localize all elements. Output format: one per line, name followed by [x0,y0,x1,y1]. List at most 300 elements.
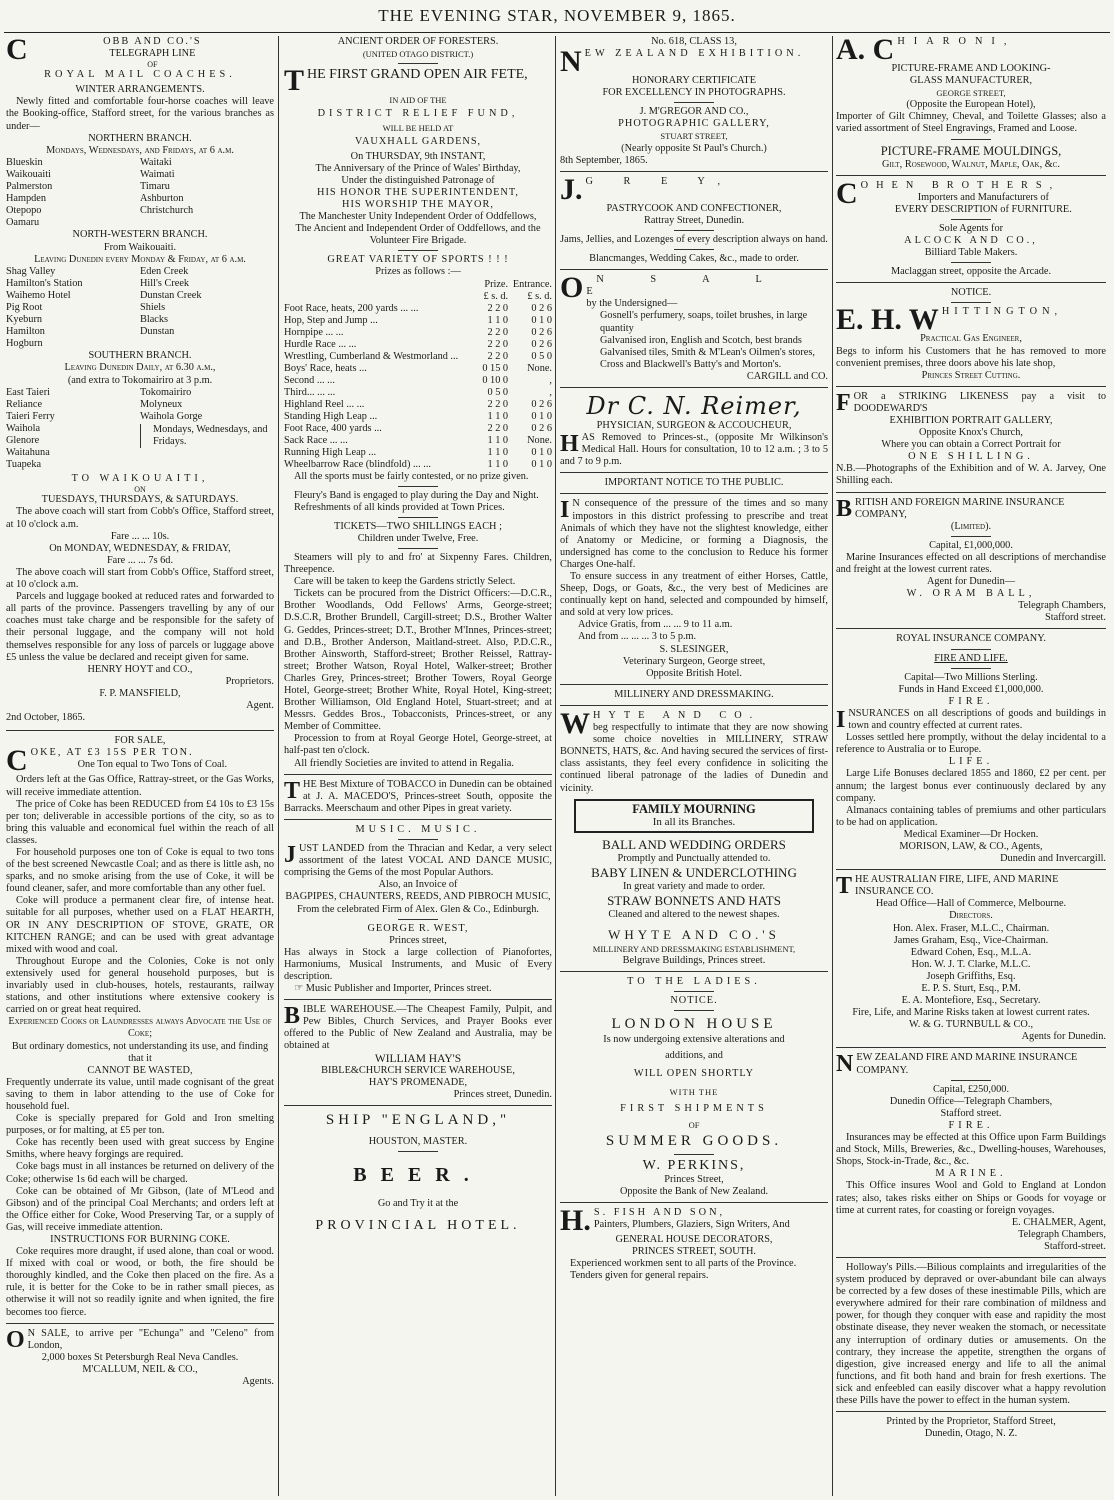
ad-text: Experienced workmen sent to all parts of the Province. [570,1258,797,1270]
ad-text: Care will be taken to keep the Gardens strictly Select. [294,576,516,588]
table-cell: 1 1 0 [487,434,509,446]
ad-text: But ordinary domestics, not understanding its use, and finding that it [11,1040,269,1064]
ad-text: Leaving Dunedin Daily, at 6.30 a.m., [64,362,216,374]
table-row [284,327,552,339]
director-name: Hon. Alex. Fraser, M.L.C., Chairman. [892,922,1050,934]
drop-cap: T [836,873,853,900]
ad-text: by the Undersigned— [586,298,678,310]
ad-heading: WHYTE AND CO.'S [608,926,780,942]
stop-name: Pig Root [6,301,43,313]
drop-cap: H. [560,1204,591,1237]
divider [836,869,1106,870]
table-row [284,399,552,411]
ad-heading: VAUXHALL GARDENS, [354,136,482,148]
ad-heading: LONDON HOUSE [611,1016,777,1033]
ad-text: Practical Gas Engineer, [920,333,1022,345]
table-row [284,459,552,471]
divider [951,302,991,303]
ad-text: All the sports must be fairly contested, or no prize given. [294,470,529,482]
ad-signature: CARGILL and CO. [746,370,828,382]
column-header: £ s. d. [483,290,509,302]
ad-signature: Agents for Dunedin. [1021,1031,1106,1043]
table-cell: Boys' Race, heats ... [284,362,367,374]
table-cell: , [549,386,552,398]
divider [560,269,828,270]
column-header: Prize. [484,278,509,290]
ad-text: This Office insures Wool and Gold to England at London rates; also, takes risks either on Ships or Goods for voyage or time at current rates, for coasting or foreign voyages. [836,1180,1106,1216]
ad-text: STUART STREET, [660,131,728,142]
table-cell: 1 1 0 [487,446,509,458]
ad-text: GEORGE STREET, [936,88,1006,99]
ad-heading: G R E Y, [585,175,735,187]
stop-name: Molyneux [140,398,183,410]
table-cell: None. [527,362,552,374]
ad-text: Fire, Life, and Marine Risks taken at lowest current rates. [852,1007,1090,1019]
divider [398,63,438,64]
stop-name: Shag Valley [6,265,56,277]
ad-text: No. 618, CLASS 13, [651,36,737,47]
divider [836,386,1106,387]
table-cell: Third... ... ... [284,386,336,398]
ad-signature: W. & G. TURNBULL & CO., [908,1019,1034,1031]
divider [398,250,438,251]
ad-text: The above coach will start from Cobb's Office, Stafford street, at 10 o'clock a.m. [6,566,274,591]
ad-text: Capital—Two Millions Sterling. [904,671,1038,683]
column-header: £ s. d. [527,290,552,302]
ad-text: Agent for Dunedin— [926,576,1016,588]
column-1 [6,36,274,1496]
table-cell: None. [527,434,552,446]
director-name: Hon. W. J. T. Clarke, M.L.C. [911,958,1031,970]
divider [674,1154,714,1155]
divider [398,839,438,840]
ad-heading: ANCIENT ORDER OF FORESTERS. [337,36,499,47]
stop-name: Tuapeka [6,459,42,471]
ad-heading: MUSIC. MUSIC. [355,823,481,835]
ad-text: From the celebrated Firm of Alex. Glen & Co., Edinburgh. [296,903,540,915]
table-cell: 1 1 0 [487,410,509,422]
ad-whittington [836,287,1106,381]
drop-cap: B [836,495,853,522]
ad-text: Advice Gratis, from ... ... 9 to 11 a.m. [578,619,733,631]
drop-cap: C [836,176,858,210]
ad-subheading: PICTURE-FRAME AND LOOKING- [891,63,1051,74]
stop-name: Blueskin [6,156,43,168]
ad-signature: E. CHALMER, Agent, [1011,1216,1106,1228]
ad-text: And from ... ... ... 3 to 5 p.m. [578,631,697,643]
ad-signature: Proprietors. [225,675,274,687]
ad-text: In great variety and made to order. [622,880,766,892]
drop-cap: N [836,1051,854,1078]
table-row [284,411,552,423]
ad-text: Tickets can be procured from the District Officers:—D.C.R., Brother Woodlands, Odd Fellows' Arms, George-street; D.S.C.R, Brother Brundell, Cargill-street; D.S., Brother Walter G. Geddes, Princes-street; D.T., Brother M'Innes, Princes-street; and D.B., Brother Anderson, Maitland-street. Also, P.D.C.R., Brother Ainsworth, Stafford-street; Brother Reissel, Rattray-street; Brother Watson, Royal Hotel, Walker-street; Brother Charles Grey, Princes-street; Brother Towers, Royal George Hotel, George-street; Brother White, Royal Hotel, King-street; Brother Williamson, Old England Hotel, Stuart-street; and at Messrs. Geddes Bros., Tobacconists, Princes-street, or any Member of Committee. [284,588,552,733]
stop-list [6,266,274,351]
ad-heading: EW ZEALAND FIRE AND MARINE INSURANCE COMPANY. [856,1052,1078,1076]
ad-heading: EW ZEALAND EXHIBITION. [584,48,805,60]
ad-doodeward [836,391,1106,488]
ad-text: Procession to from at Royal George Hotel, George-street, at half-past ten o'clock. [284,733,552,757]
table-cell: Standing High Leap ... [284,410,378,422]
stop-name: Dunstan Creek [140,289,202,301]
ad-text: Coke bags must in all instances be returned on delivery of the Coke; otherwise 1s 6d each will be charged. [6,1161,274,1185]
ad-signature: HENRY HOYT and CO., [87,663,193,675]
ad-heading: RITISH AND FOREIGN MARINE INSURANCE COMPANY, [855,496,1065,520]
table-cell: Foot Race, 400 yards ... [284,422,382,434]
stop-name: Waihola Gorge [140,410,203,422]
ad-subheading: GLASS MANUFACTURER, [909,75,1033,87]
table-cell: 0 2 6 [531,422,552,434]
drop-cap: W [560,706,590,740]
table-cell: 2 2 0 [487,398,509,410]
table-cell: 2 2 0 [487,338,509,350]
ad-music [284,824,552,995]
ad-text: Almanacs containing tables of premiums and other particulars to be had on application. [836,804,1106,828]
ad-heading: OHEN BROTHERS, [860,179,1061,191]
prize-table [284,279,552,471]
table-cell: 0 2 6 [531,338,552,350]
table-cell: 0 10 0 [482,374,509,386]
ad-text: Refreshments of all kinds provided at Town Prices. [294,501,505,513]
divider [836,628,1106,629]
ad-text: Cleaned and altered to the newest shapes. [608,908,780,920]
drop-cap: H [560,431,579,458]
ad-text: Opposite Knox's Church, [919,427,1023,439]
ad-date: 2nd October, 1865. [6,712,86,724]
divider [836,282,1106,283]
director-name: Joseph Griffiths, Esq. [926,970,1016,982]
ad-fish-decorators [560,1204,828,1282]
ad-australian-insurance [836,874,1106,1043]
ad-text: OF [688,1119,700,1130]
ad-heading: ROYAL INSURANCE COMPANY. [896,633,1046,645]
ad-text: All friendly Societies are invited to attend in Regalia. [294,757,514,769]
drop-cap: J. [560,172,583,206]
ad-heading: MILLINERY AND DRESSMAKING. [614,688,774,700]
ad-subheading: TICKETS—TWO SHILLINGS EACH ; [334,520,502,532]
ad-text: For household purposes one ton of Coke is equal to two tons of the best screened Newcastle Coal; and as there is little ash, no sparks, and no smoke arising from the use of Coke, it will be found cleaner, safer, and more comfortable than any other fuel. [6,847,274,895]
divider [284,999,552,1000]
ad-text: Princes Street Cutting. [921,369,1021,381]
ad-text: Large Life Bonuses declared 1855 and 1860, £2 per cent. per annum; the largest bonus ever continuously declared by any company. [836,768,1106,804]
divider [398,486,438,487]
ad-text: Rattray Street, Dunedin. [643,214,745,226]
ad-cargill-onsale [560,271,828,383]
ad-heading: HITTINGTON, [941,306,1063,318]
ad-coke [6,735,274,1319]
ad-subheading: EVERY DESCRIPTION of FURNITURE. [894,203,1072,215]
ad-tobacco [284,779,552,815]
ad-heading: FOR SALE, [114,735,166,747]
table-cell: 2 2 0 [487,326,509,338]
ad-text: Importers and Manufacturers of [917,191,1049,203]
ad-subheading: WILL OPEN SHORTLY [633,1068,755,1080]
divider [560,684,828,685]
ad-signature: Agent. [246,699,274,711]
divider [398,517,438,518]
ad-signature: Veterinary Surgeon, George street, [622,655,766,667]
drop-cap: O [6,1326,25,1353]
column-header: Entrance. [512,278,552,290]
stop-name: Blacks [140,314,169,326]
table-cell: Hornpipe ... ... [284,326,344,338]
table-cell: , [549,374,552,386]
table-row [284,435,552,447]
table-cell: Wrestling, Cumberland & Westmorland ... [284,350,459,362]
ad-heading: IMPORTANT NOTICE TO THE PUBLIC. [604,477,784,489]
ad-text: On THURSDAY, 9th INSTANT, [350,150,486,162]
divider [951,649,991,650]
ad-subheading: INSTRUCTIONS FOR BURNING COKE. [50,1234,230,1245]
stop-name: Dunstan [140,326,175,338]
divider [674,230,714,231]
ad-text: The Ancient and Independent Order of Oddfellows, and the Volunteer Fire Brigade. [295,223,541,247]
ad-text: MILLINERY AND DRESSMAKING ESTABLISHMENT, [592,943,796,954]
ad-text: IBLE WAREHOUSE.—The Cheapest Family, Pulpit, and Pew Bibles, Church Services, and Prayer Books ever offered to the Public of New Zealand and Australia, may be obtained at [284,1004,552,1052]
ad-heading: HIS HONOR THE SUPERINTENDENT, [317,186,519,198]
ad-heading: STRAW BONNETS AND HATS [607,892,781,908]
ad-text: Promptly and Punctually attended to. [617,852,771,864]
ad-text: Mondays, Wednesdays, and Fridays. [140,424,274,448]
ad-candles [6,1328,274,1388]
ad-heading: W. PERKINS, [642,1157,746,1173]
ad-subheading: NORTHERN BRANCH. [88,132,192,144]
stop-name: Glenore [6,435,40,446]
ad-heading: GEORGE R. WEST, [367,922,469,934]
stop-name: Otepopo [6,205,42,217]
ad-subheading: WINTER ARRANGEMENTS. [75,84,205,96]
divider [951,1080,991,1081]
table-cell: Wheelbarrow Race (blindfold) ... ... [284,458,431,470]
ad-grey-pastrycook [560,172,828,265]
ad-text: 2,000 boxes St Petersburgh Real Neva Candles. [41,1351,239,1363]
ad-text: The Anniversary of the Prince of Wales' Birthday, [315,162,521,174]
ad-subheading: LIFE. [948,756,994,768]
column-2 [284,36,552,1496]
ad-heading: N S A L E [586,274,784,298]
ad-text: Coke will produce a permanent clear fire, of intense heat. suitable for all purposes, whether used on a FLAT HEARTH, OR IN ANY DESCRIPTION OF STOVE, GRATE, OR KITCHEN RANGE; and can be used with great advantage mixed with wood and coal. [6,895,274,955]
table-row [284,375,552,387]
table-cell: 2 2 0 [487,302,509,314]
ad-reimer [560,392,828,468]
table-cell: 0 15 0 [482,362,509,374]
ad-text: Go and Try it at the [377,1198,459,1209]
ad-heading: HYTE AND CO. [593,709,761,721]
stop-name: Hamilton's Station [6,277,83,289]
ad-subheading: On MONDAY, WEDNESDAY, & FRIDAY, [49,542,231,554]
ad-text: Newly fitted and comfortable four-horse coaches will leave the Booking-office, Stafford street, for the various branches as under— [6,96,274,132]
ad-cohen-brothers [836,176,1106,279]
ad-heading: PHOTOGRAPHIC GALLERY, [618,118,770,130]
stop-name: East Taieri [6,386,50,398]
list-item: Galvanised tiles, Smith & M'Lean's Oilmen's stores, Cross and Blackwell's Batty's and Morton's. [600,346,815,370]
printer-imprint: Printed by the Proprietor, Stafford Street, [886,1416,1056,1428]
divider [284,819,552,820]
stop-name: Reliance [6,398,43,410]
stop-name: Kyeburn [6,314,43,326]
ad-subheading: NOTICE. [670,995,718,1007]
table-row [284,363,552,375]
ad-heading: J. M'GREGOR AND CO., [639,106,749,118]
ad-text: Coke has recently been used with great success by Engine Smiths, where heavy forgings are required. [6,1137,274,1161]
ad-text: (and extra to Tokomairiro at 3 p.m. [67,374,213,386]
ad-text: Gilt, Rosewood, Walnut, Maple, Oak, &c. [882,158,1060,170]
table-cell: 0 1 0 [531,446,552,458]
ad-heading: HE FIRST GRAND OPEN AIR FETE, [307,67,528,83]
stop-name: Waimati [140,168,175,180]
ad-text: Fare ... ... 7s 6d. [106,554,174,566]
ad-text: The Manchester Unity Independent Order of Oddfellows, [299,211,537,223]
table-cell: Second ... ... [284,374,335,386]
stop-name: Waihola [6,422,41,434]
ad-subheading: BAGPIPES, CHAUNTERS, REEDS, AND PIBROCH MUSIC, [285,891,551,903]
ad-text: N consequence of the pressure of the times and so many impostors in this district professing to prescribe and treat Animals of which they have not the slightest knowledge, either of Anatomy or Medicine, or forming a Diagnosis, the undersigned has come to the conclusion to Reduce his former Charges One-half. [560,498,828,570]
ad-text: Fleury's Band is engaged to play during the Day and Night. [294,489,539,501]
ad-text: Children under Twelve, Free. [357,532,479,544]
ad-heading: OBB AND CO.'S [103,36,202,47]
divider [398,919,438,920]
divider [836,1411,1106,1412]
ad-heading: BEER. [353,1164,483,1186]
drop-cap: C [6,36,28,66]
ad-text: Coke requires more draught, if used alone, than coal or wood. If mixed with coal or wood, or both, the fire should be thoroughly kindled, and the Coke then placed on the fire. As a rule, it is better for the Coke to be in rather small pieces, as otherwise it will not so readily ignite and when ignited, the fire becomes too fierce. [6,1246,274,1318]
stop-name: Ashburton [140,193,184,205]
table-cell: 0 2 6 [531,302,552,314]
table-row [284,447,552,459]
stop-name: Timaru [140,181,170,193]
ad-subheading: GREAT VARIETY OF SPORTS ! ! ! [327,254,509,266]
ad-text: Jams, Jellies, and Lozenges of every description always on hand. [560,233,828,245]
ad-subheading: NORTH-WESTERN BRANCH. [72,229,208,241]
ad-script-heading: Dr C. N. Reimer, [586,391,802,420]
ad-text: NSURANCES on all descriptions of goods and buildings in town and country effected at current rates. [848,707,1106,732]
divider [951,668,991,669]
table-row [284,351,552,363]
ad-subheading: CANNOT BE WASTED, [87,1064,193,1076]
ad-text: Also, an Invoice of [378,879,458,891]
printer-imprint: Dunedin, Otago, N. Z. [924,1428,1018,1440]
stop-name: Palmerston [6,181,53,193]
table-cell: 2 2 0 [487,350,509,362]
ad-text: (Opposite the European Hotel), [906,99,1036,111]
ad-text: UST LANDED from the Thracian and Kedar, a very select assortment of the latest VOCAL AND DANCE MUSIC, comprising the Gems of the most Popular Authors. [284,843,552,879]
director-name: E. P. S. Sturt, Esq., P.M. [921,983,1021,994]
ad-text: Orders left at the Gas Office, Rattray-street, or the Gas Works, will receive immediate attention. [6,774,274,798]
ad-text: Dunedin Office—Telegraph Chambers, [889,1095,1053,1107]
stop-name: Oamaru [6,217,40,229]
ad-text: Under the distinguished Patronage of [341,174,495,186]
divider [560,705,828,706]
divider [836,175,1106,176]
ad-subheading: PASTRYCOOK AND CONFECTIONER, [606,202,782,214]
table-cell: 0 5 0 [531,350,552,362]
ad-text: Stafford street. [1044,612,1106,624]
ad-date: 8th September, 1865. [560,154,648,166]
ad-text: Prizes as follows :— [375,266,461,278]
ad-heading: SHIP "ENGLAND," [325,1111,511,1128]
ad-text: Painters, Plumbers, Glaziers, Sign Writers, And [593,1219,790,1231]
drop-cap: O [560,271,584,305]
divider [951,536,991,537]
ad-text: additions, and [665,1050,723,1062]
ad-text: N.B.—Photographs of the Exhibition and of W. A. Jarvey, One Shilling each. [836,463,1106,487]
stop-name: Waitaki [140,156,172,168]
ad-holloway-pills: Holloway's Pills.—Bilious complaints and irregularities of the system produced by depraved or over-abundant bile can always be corrected by a few doses of these inestimable Pills, which are everywhere admired for their rare combination of mildness and power, for though they conquer with ease and rapidity the most obstinate disease, they never weaken the stomach, or necessitate any interruption of ordinary duties or amusements. On the contrary, they increase the appetite, strengthen the organs of digestion, give increased energy and life to all the animal functions, and fit both hand and brain for fresh exertions. The sick and enfeebled can easily discover what a happy revolution these Pills have the power to effect in the human system. [836,1261,1106,1406]
ad-text: OR a STRIKING LIKENESS pay a visit to DOODEWARD'S [853,390,1106,414]
divider [836,492,1106,493]
column-rule [278,36,279,1496]
ad-subheading: FIRST SHIPMENTS [620,1102,768,1114]
stop-name: Shiels [140,301,166,313]
ad-text: The above coach will start from Cobb's Office, Stafford street, at 10 o'clock a.m. [6,506,274,530]
divider [398,548,438,549]
ad-signature: Dunedin and Invercargill. [1000,853,1106,865]
ad-text: OF [147,60,158,70]
list-item: Gosnell's perfumery, soaps, toilet brushes, in large quantity [600,310,808,334]
column-3 [560,36,828,1496]
ad-text: Importer of Gilt Chimney, Cheval, and Toilette Glasses; also a varied assortment of Steel Engravings, Framed and Loose. [836,111,1106,135]
ad-signature: MORISON, LAW, & CO., Agents, [899,840,1043,852]
table-cell: Hurdle Race ... ... [284,338,357,350]
ad-text: Frequently underrate its value, until made cognisant of the great saving to them in labor attending to the use of Coke for household fuel. [6,1076,274,1112]
ad-text: Losses settled here promptly, without the delay incidental to a reference to Australia or to Europe. [836,732,1106,756]
table-cell: 0 1 0 [531,314,552,326]
stop-name: Hamilton [6,326,45,338]
ad-subheading: EXHIBITION PORTRAIT GALLERY, [889,414,1053,426]
ad-text: (Limited). [950,520,992,532]
ad-text: Head Office—Hall of Commerce, Melbourne. [875,898,1067,910]
table-cell: Hop, Step and Jump ... [284,314,378,326]
stop-list [6,387,274,472]
divider [6,730,274,731]
drop-cap: C [6,744,28,778]
ad-text: Fare ... ... 10s. [110,530,170,542]
ad-chiaroni [836,36,1106,171]
table-cell: Foot Race, heats, 200 yards ... ... [284,302,419,314]
ad-foresters-fete [284,36,552,770]
stop-name: Hampden [6,193,47,205]
divider [951,139,991,140]
ad-subheading: FIRE AND LIFE. [934,652,1008,664]
table-cell: 0 2 6 [531,398,552,410]
drop-cap: E. H. W [836,303,939,337]
divider [284,774,552,775]
ad-heading: ROYAL MAIL COACHES. [44,69,236,81]
ad-subheading: SOUTHERN BRANCH. [88,350,192,362]
ad-text: Steamers will ply to and fro' at Sixpenny Fares. Children, Threepence. [284,551,552,576]
ad-subheading: PHYSICIAN, SURGEON & ACCOUCHEUR, [596,419,792,431]
table-row [284,423,552,435]
divider [674,102,714,103]
drop-cap: T [284,777,301,804]
drop-cap: A. C [836,36,895,66]
ad-heading: SUMMER GOODS. [605,1132,783,1149]
ad-text: Coke is specially prepared for Gold and Iron smelting purposes, or for malting, at £5 per ton. [6,1113,274,1137]
ad-text: From Waikouaiti. [103,241,177,253]
ad-cobb-coaches [6,36,274,724]
table-cell: Running High Leap ... [284,446,377,458]
table-cell: 0 2 6 [531,326,552,338]
ad-heading: FAMILY MOURNING [632,801,756,816]
ad-signature: Telegraph Chambers, [1018,1228,1106,1240]
ad-text: Funds in Hand Exceed £1,000,000. [898,683,1044,695]
ad-text: One Ton equal to Two Tons of Coal. [77,759,228,771]
ad-text: Leaving Dunedin every Monday & Friday, at 6 a.m. [34,253,246,265]
divider [674,249,714,250]
ad-heading: HIS WORSHIP THE MAYOR, [342,198,494,210]
divider [836,1257,1106,1258]
ad-text: HE Best Mixture of TOBACCO in Dunedin can be obtained at J. A. MACEDO'S, Princes-street South, opposite the Barracks. Meerschaum and other Pipes in great variety. [284,778,552,814]
stop-name: Tokomairiro [140,386,192,398]
